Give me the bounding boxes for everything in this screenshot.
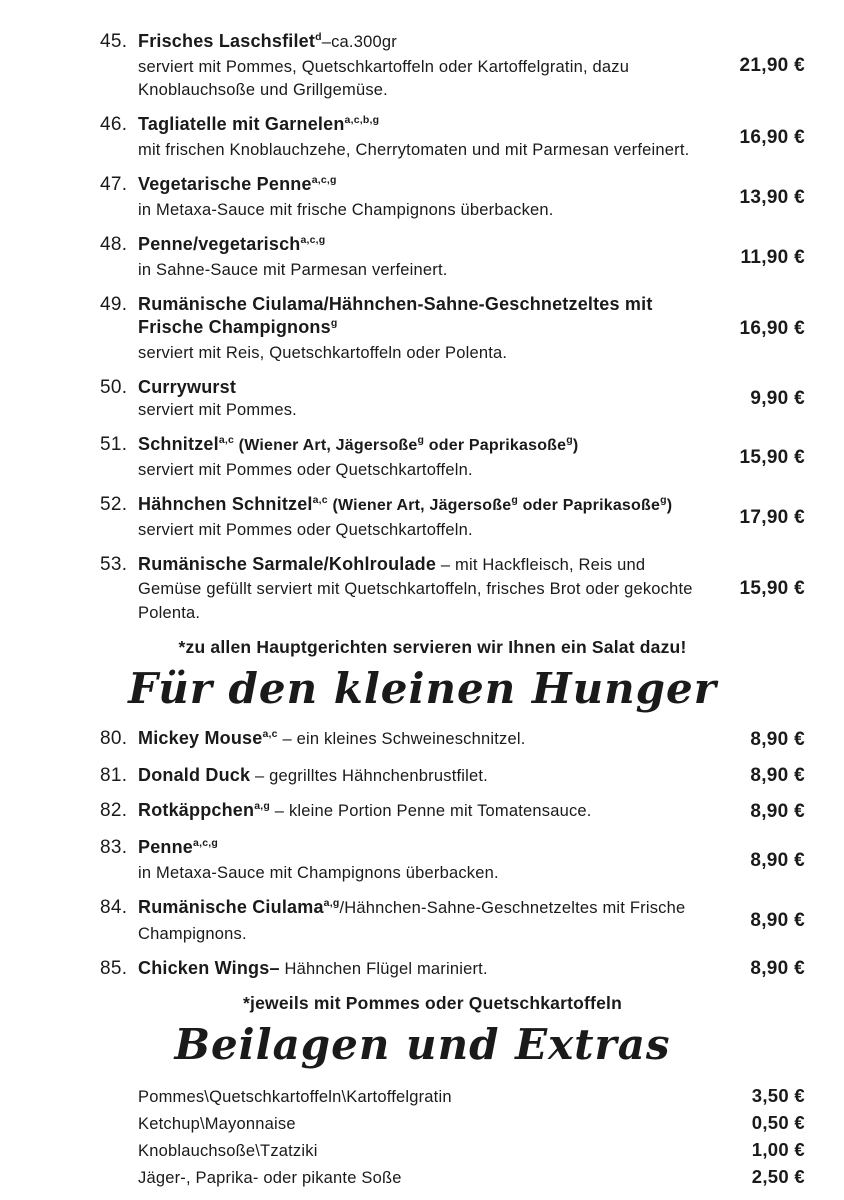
item-description: serviert mit Pommes oder Quetschkartoffeln. bbox=[138, 461, 473, 479]
item-title bbox=[138, 293, 705, 342]
item-title-part: a,c,g bbox=[311, 174, 337, 186]
item-title-part: g bbox=[417, 434, 425, 446]
item-title-part: a,c bbox=[218, 434, 235, 446]
item-number: 81. bbox=[100, 765, 128, 786]
item-title bbox=[138, 433, 705, 459]
section-header-beilagen-und-extras: Beilagen und Extras bbox=[174, 1020, 671, 1069]
item-price: 8,90 € bbox=[750, 801, 805, 822]
menu-item bbox=[100, 896, 805, 946]
item-price: 8,90 € bbox=[750, 958, 805, 979]
item-title bbox=[138, 896, 705, 946]
item-price: 16,90 € bbox=[739, 318, 805, 339]
item-text bbox=[138, 30, 713, 102]
item-title-part: a,c bbox=[262, 728, 278, 740]
item-title-part: /Hähnchen-Sahne-Geschnetzeltes mit Frische Champignons. bbox=[138, 899, 691, 943]
item-description: serviert mit Pommes, Quetschkartoffeln oder Kartoffelgratin, dazu Knoblauchsoße und Grillgemüse. bbox=[138, 58, 630, 99]
item-title bbox=[138, 799, 705, 825]
item-number: 80. bbox=[100, 728, 128, 749]
item-title-part: g bbox=[566, 434, 573, 446]
item-title-part: Schnitzel bbox=[138, 434, 219, 454]
item-price: 8,90 € bbox=[750, 729, 805, 750]
item-title-part: Hähnchen Schnitzel bbox=[138, 494, 313, 514]
extra-label: Pommes\Quetschkartoffeln\Kartoffelgratin bbox=[138, 1088, 452, 1106]
item-text bbox=[138, 799, 713, 825]
item-number: 46. bbox=[100, 114, 128, 135]
menu-item bbox=[100, 493, 805, 542]
item-title-part: d bbox=[315, 31, 322, 43]
menu-item bbox=[100, 233, 805, 282]
item-description: serviert mit Pommes oder Quetschkartoffeln. bbox=[138, 521, 473, 539]
item-title bbox=[138, 376, 705, 399]
menu-item bbox=[100, 836, 805, 885]
item-price: 21,90 € bbox=[739, 55, 805, 76]
item-text bbox=[138, 727, 713, 753]
item-description: mit frischen Knoblauchzehe, Cherrytomaten und mit Parmesan verfeinert. bbox=[138, 141, 690, 159]
item-title-part: Penne/vegetarisch bbox=[138, 234, 301, 254]
item-title bbox=[138, 553, 705, 625]
item-title-part: Rumänische Ciulama bbox=[138, 897, 324, 917]
item-title-part: –ca.300gr bbox=[321, 33, 397, 51]
item-title-part: Rumänische Ciulama/Hähnchen-Sahne-Geschnetzeltes mit Frische Champignons bbox=[138, 294, 658, 337]
item-text bbox=[138, 764, 713, 788]
menu-item bbox=[100, 376, 805, 422]
item-title-part: oder Paprikasoße bbox=[517, 497, 661, 514]
item-number: 53. bbox=[100, 554, 128, 575]
item-text bbox=[138, 553, 713, 625]
item-text bbox=[138, 836, 713, 885]
item-title bbox=[138, 113, 705, 139]
item-title-part: Tagliatelle mit Garnelen bbox=[138, 114, 345, 134]
menu-item bbox=[100, 799, 805, 825]
item-price: 11,90 € bbox=[740, 246, 805, 268]
item-title-part: a,g bbox=[323, 897, 340, 909]
section-note: *zu allen Hauptgerichten servieren wir Ihnen ein Salat dazu! bbox=[178, 637, 687, 657]
item-title-part: g bbox=[330, 317, 338, 329]
menu-item bbox=[100, 293, 805, 365]
section-beilagen-und-extras bbox=[100, 1021, 805, 1191]
item-text bbox=[138, 896, 713, 946]
item-text bbox=[138, 173, 713, 222]
item-description: in Metaxa-Sauce mit Champignons überbacken. bbox=[138, 864, 499, 882]
menu-item bbox=[100, 957, 805, 981]
item-text bbox=[138, 376, 713, 422]
item-title-part: a,c,g bbox=[193, 837, 218, 849]
item-title bbox=[138, 173, 705, 199]
section-hauptgerichte bbox=[100, 30, 805, 659]
item-number: 45. bbox=[100, 31, 128, 52]
item-title-part: oder Paprikasoße bbox=[424, 437, 567, 454]
item-title-part: (Wiener Art, Jägersoße bbox=[327, 497, 512, 514]
extra-item bbox=[100, 1110, 805, 1137]
item-title-part: Hähnchen Flügel mariniert. bbox=[279, 960, 488, 978]
item-description: in Sahne-Sauce mit Parmesan verfeinert. bbox=[138, 261, 448, 279]
item-price: 17,90 € bbox=[739, 506, 805, 528]
item-number: 48. bbox=[100, 234, 128, 255]
item-price: 9,90 € bbox=[750, 388, 805, 409]
item-title-part: Rumänische Sarmale/Kohlroulade bbox=[138, 554, 437, 574]
item-title-part: ) bbox=[666, 497, 673, 514]
item-number: 49. bbox=[100, 294, 128, 315]
item-number: 51. bbox=[100, 434, 128, 455]
item-title-part: a,c bbox=[312, 494, 328, 506]
section-note: *jeweils mit Pommes oder Quetschkartoffeln bbox=[243, 993, 622, 1013]
item-number: 52. bbox=[100, 494, 128, 515]
extra-label: Ketchup\Mayonnaise bbox=[138, 1115, 296, 1133]
item-title-part: ) bbox=[572, 437, 579, 454]
extra-label: Jäger-, Paprika- oder pikante Soße bbox=[138, 1169, 402, 1187]
item-number: 83. bbox=[100, 837, 128, 858]
menu-item bbox=[100, 764, 805, 788]
item-text bbox=[138, 113, 713, 162]
item-title-part: Vegetarische Penne bbox=[138, 174, 312, 194]
item-price: 16,90 € bbox=[739, 126, 805, 148]
item-description: in Metaxa-Sauce mit frische Champignons überbacken. bbox=[138, 201, 554, 219]
item-number: 82. bbox=[100, 800, 128, 821]
item-title-part: Currywurst bbox=[138, 377, 237, 397]
item-text bbox=[138, 433, 713, 482]
item-text bbox=[138, 957, 713, 981]
item-number: 84. bbox=[100, 897, 128, 918]
item-title bbox=[138, 764, 705, 788]
item-number: 47. bbox=[100, 174, 128, 195]
item-title-part: Mickey Mouse bbox=[138, 728, 263, 748]
item-number: 50. bbox=[100, 377, 128, 398]
item-title-part: – mit Hackfleisch, Reis und Gemüse gefüllt serviert mit Quetschkartoffeln, frisches Brot oder gekochte Polenta. bbox=[138, 556, 698, 622]
item-price: 8,90 € bbox=[750, 849, 805, 871]
item-text bbox=[138, 493, 713, 542]
item-title bbox=[138, 727, 705, 753]
menu-item bbox=[100, 553, 805, 625]
extra-item bbox=[100, 1083, 805, 1110]
item-title-part: – kleine Portion Penne mit Tomatensauce. bbox=[270, 802, 592, 820]
item-title-part: a,c,b,g bbox=[344, 114, 380, 126]
menu-item bbox=[100, 113, 805, 162]
item-price: 8,90 € bbox=[750, 765, 805, 786]
item-title-part: – gegrilltes Hähnchenbrustfilet. bbox=[250, 767, 488, 785]
extra-price: 3,50 € bbox=[751, 1085, 805, 1106]
item-title bbox=[138, 836, 705, 862]
item-number: 85. bbox=[100, 958, 128, 979]
menu-item bbox=[100, 173, 805, 222]
extra-item bbox=[100, 1137, 805, 1164]
item-description: serviert mit Reis, Quetschkartoffeln oder Polenta. bbox=[138, 344, 508, 362]
item-title-part: Chicken Wings– bbox=[138, 958, 280, 978]
section-kleiner-hunger bbox=[100, 665, 805, 1015]
extra-price: 1,00 € bbox=[751, 1139, 805, 1160]
item-title bbox=[138, 30, 705, 56]
item-price: 8,90 € bbox=[750, 910, 805, 931]
item-price: 15,90 € bbox=[739, 578, 805, 599]
item-title bbox=[138, 957, 705, 981]
extra-price: 0,50 € bbox=[751, 1112, 805, 1133]
menu-item bbox=[100, 30, 805, 102]
item-description: serviert mit Pommes. bbox=[138, 401, 297, 419]
extra-price: 2,50 € bbox=[751, 1166, 805, 1187]
item-title-part: Frisches Laschsfilet bbox=[138, 31, 316, 51]
menu-item bbox=[100, 433, 805, 482]
item-title-part: a,c,g bbox=[300, 234, 326, 246]
item-title-part: g bbox=[511, 494, 518, 506]
item-text bbox=[138, 233, 713, 282]
item-title-part: Donald Duck bbox=[138, 765, 251, 785]
item-title bbox=[138, 233, 705, 259]
extra-label: Knoblauchsoße\Tzatziki bbox=[138, 1142, 318, 1160]
item-title-part: a,g bbox=[254, 800, 270, 812]
item-title-part: – ein kleines Schweineschnitzel. bbox=[277, 730, 526, 748]
item-title bbox=[138, 493, 705, 519]
item-price: 13,90 € bbox=[739, 186, 805, 208]
item-title-part: (Wiener Art, Jägersoße bbox=[234, 437, 418, 454]
item-title-part: Rotkäppchen bbox=[138, 800, 255, 820]
item-title-part: g bbox=[660, 494, 667, 506]
menu-item bbox=[100, 727, 805, 753]
item-text bbox=[138, 293, 713, 365]
section-header-kleiner-hunger: Für den kleinen Hunger bbox=[128, 664, 717, 713]
item-title-part: Penne bbox=[138, 837, 194, 857]
extra-item bbox=[100, 1164, 805, 1191]
item-price: 15,90 € bbox=[739, 446, 805, 468]
